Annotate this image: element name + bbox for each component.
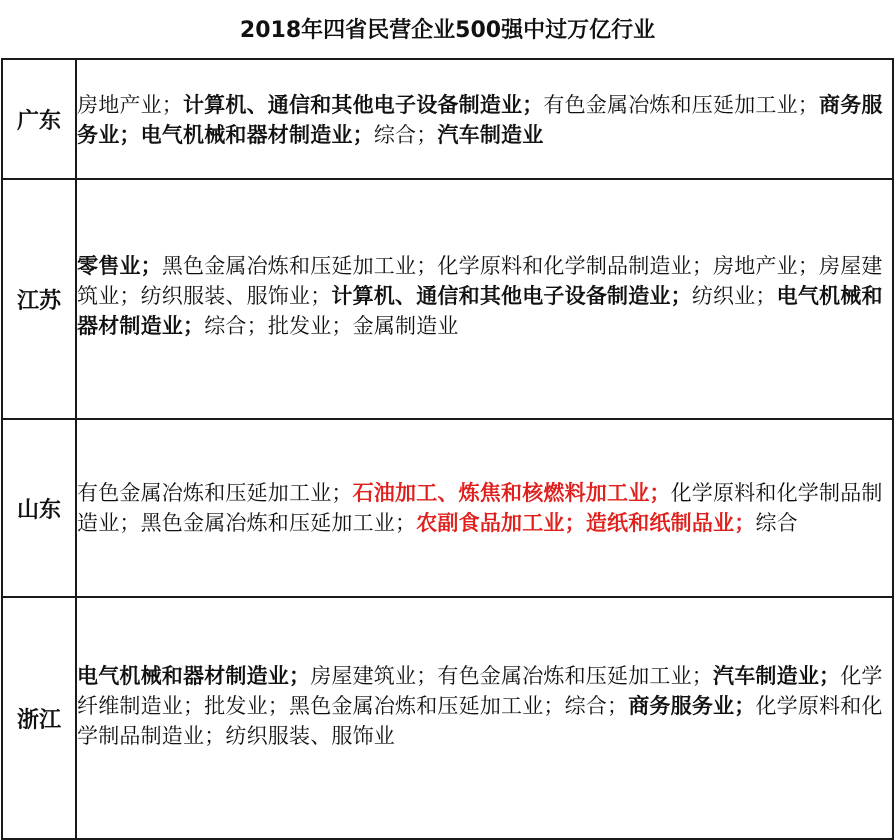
industry-segment: 黑色金属冶炼和压延加工业； <box>289 694 565 718</box>
province-cell: 山东 <box>2 419 76 597</box>
province-cell: 广东 <box>2 59 76 179</box>
industry-segment-bold: 电气机械和器材制造业； <box>140 123 374 147</box>
industry-segment-red: 造纸和纸制品业； <box>585 511 756 535</box>
industry-segment-bold: 电气机械和器材制造业； <box>77 284 883 338</box>
table-row-guangdong <box>2 59 893 179</box>
industry-segment: 有色金属冶炼和压延加工业； <box>543 93 820 117</box>
industry-segment: 有色金属冶炼和压延加工业； <box>437 664 714 688</box>
industry-segment: 批发业； <box>204 694 290 718</box>
industry-segment: 综合； <box>204 314 268 338</box>
industry-segment-bold: 商务服务业； <box>77 93 883 147</box>
industry-segment: 黑色金属冶炼和压延加工业； <box>140 511 417 535</box>
industry-segment: 综合； <box>564 694 629 718</box>
industries-cell <box>76 419 893 597</box>
industry-segment: 化学原料和化学制品制造业； <box>77 694 883 748</box>
province-cell: 江苏 <box>2 179 76 419</box>
industry-table <box>1 58 894 840</box>
industry-segment: 黑色金属冶炼和压延加工业； <box>161 254 438 278</box>
industry-segment: 批发业； <box>267 314 353 338</box>
industry-segment-bold: 电气机械和器材制造业； <box>77 664 311 688</box>
industry-segment: 化学纤维制造业； <box>77 664 883 718</box>
industry-segment-red: 石油加工、炼焦和核燃料加工业； <box>352 481 671 505</box>
industry-segment-bold: 计算机、通信和其他电子设备制造业； <box>183 93 544 117</box>
industry-segment: 化学原料和化学制品制造业； <box>77 481 883 535</box>
industry-segment: 房地产业； <box>713 254 820 278</box>
industries-cell <box>76 597 893 839</box>
industry-segment-red: 农副食品加工业； <box>416 511 586 535</box>
page-title: 2018年四省民营企业500强中过万亿行业 <box>239 18 656 43</box>
industries-cell <box>76 179 893 419</box>
industry-segment: 有色金属冶炼和压延加工业； <box>77 481 353 505</box>
industries-cell <box>76 59 893 179</box>
industry-segment: 化学原料和化学制品制造业； <box>437 254 714 278</box>
province-cell: 浙江 <box>2 597 76 839</box>
industry-segment: 纺织服装、服饰业 <box>225 724 396 748</box>
industry-segment: 综合 <box>755 511 798 535</box>
industry-segment: 房地产业； <box>77 93 183 117</box>
industry-segment: 综合； <box>373 123 438 147</box>
industry-segment: 金属制造业 <box>352 314 459 338</box>
table-row-shandong <box>2 419 893 597</box>
industry-segment: 房屋建筑业； <box>77 254 883 308</box>
table-row-jiangsu <box>2 179 893 419</box>
industry-segment-bold: 汽车制造业； <box>713 664 841 688</box>
industry-segment-bold: 商务服务业； <box>628 694 756 718</box>
table-row-zhejiang <box>2 597 893 839</box>
industry-segment-bold: 零售业； <box>77 254 162 278</box>
industry-segment-bold: 计算机、通信和其他电子设备制造业； <box>331 284 692 308</box>
industry-segment: 纺织业； <box>691 284 777 308</box>
industry-segment: 房屋建筑业； <box>310 664 438 688</box>
industry-segment: 纺织服装、服饰业； <box>140 284 332 308</box>
industry-segment-bold: 汽车制造业 <box>437 123 544 147</box>
